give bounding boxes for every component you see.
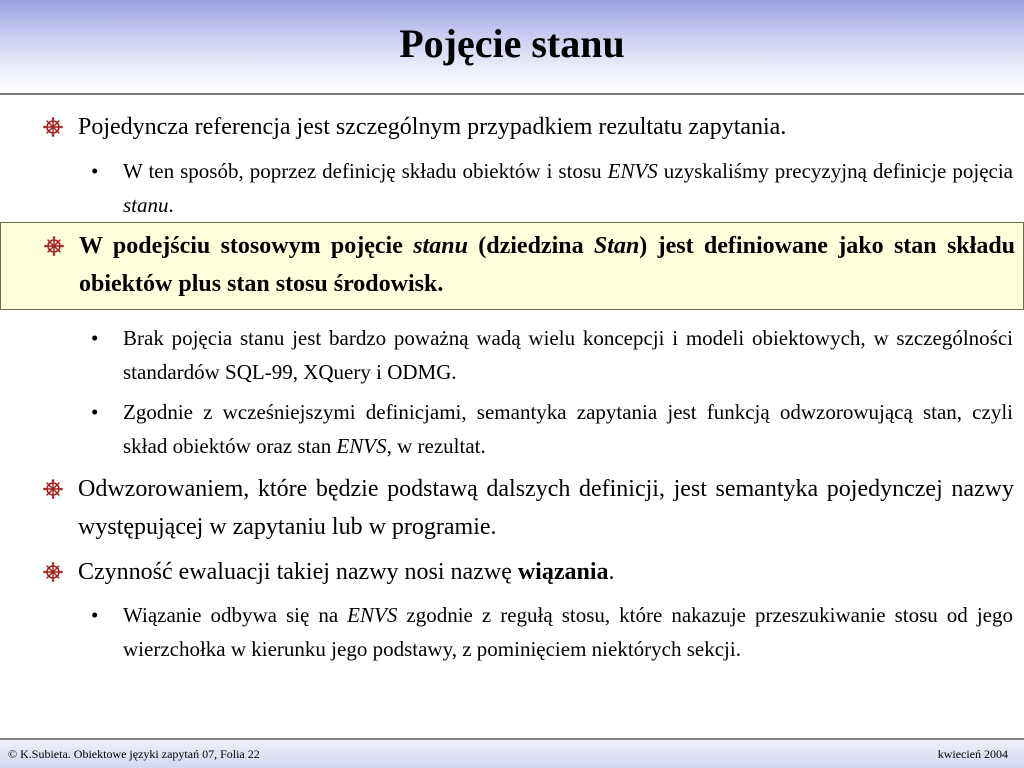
highlight-box [0, 222, 1024, 310]
sub-item-2-2 [91, 395, 1013, 463]
footer-copyright: © K.Subieta. Obiektowe języki zapytań 07, Folia 22 [8, 747, 260, 761]
item-text: zgodnie z regułą stosu, które nakazuje przeszukiwanie stosu od jego wierzchołka w kierunku jego podstawy, z pominięciem niektórych sekcji. [123, 603, 1013, 661]
item-text: Zgodnie z wcześniejszymi definicjami, semantyka zapytania jest funkcją odwzorowującą stan, czyli skład obiektów oraz stan [123, 400, 1013, 458]
item-text: W podejściu stosowym pojęcie [79, 233, 414, 259]
term-stanu: stanu [123, 193, 169, 217]
footer [0, 740, 1024, 768]
sub-item-2-1 [91, 321, 1013, 389]
slide-title: Pojęcie stanu [399, 21, 625, 66]
item-text: ) jest definiowane jako stan składu obiektów plus stan stosu środowisk. [79, 233, 1016, 297]
item-text: Czynność ewaluacji takiej nazwy nosi nazwę [78, 559, 518, 585]
sub-item-4-1 [91, 598, 1013, 666]
list-item-2 [79, 227, 1015, 303]
item-text: W ten sposób, poprzez definicję składu obiektów i stosu [123, 159, 608, 183]
dharma-wheel-icon [43, 117, 63, 137]
item-text: Wiązanie odbywa się na [123, 603, 348, 627]
item-text: Brak pojęcia stanu jest bardzo poważną wadą wielu koncepcji i modeli obiektowych, w szczególności standardów SQL-99, XQuery i ODMG. [123, 326, 1013, 384]
list-item-3 [78, 470, 1014, 546]
title-divider [0, 93, 1024, 95]
bullet: • [91, 326, 99, 350]
dharma-wheel-icon [43, 479, 63, 499]
term-stan: Stan [593, 233, 640, 259]
sub-item-1-1 [91, 154, 1013, 222]
item-text: , w rezultat. [386, 434, 486, 458]
term-envs: ENVS [336, 434, 387, 458]
dharma-wheel-icon [44, 236, 64, 256]
list-item-1 [78, 108, 1014, 146]
term-envs: ENVS [347, 603, 398, 627]
bullet: • [91, 159, 99, 183]
footer-date: kwiecień 2004 [937, 747, 1008, 761]
item-text: Pojedyncza referencja jest szczególnym przypadkiem rezultatu zapytania. [78, 114, 787, 140]
bullet: • [91, 603, 99, 627]
item-text: . [608, 559, 615, 585]
item-text: (dziedzina [467, 233, 594, 259]
term-stanu: stanu [413, 233, 468, 259]
dharma-wheel-icon [43, 562, 63, 582]
item-text: Odwzorowaniem, które będzie podstawą dalszych definicji, jest semantyka pojedynczej nazwy występującej w zapytaniu lub w programie. [78, 476, 1014, 540]
term-envs: ENVS [607, 159, 658, 183]
bullet: • [91, 400, 99, 424]
term-wiazania: wiązania [517, 559, 609, 585]
list-item-4 [78, 553, 1014, 591]
item-text: uzyskaliśmy precyzyjną definicje pojęcia [657, 159, 1013, 183]
item-text: . [168, 193, 174, 217]
